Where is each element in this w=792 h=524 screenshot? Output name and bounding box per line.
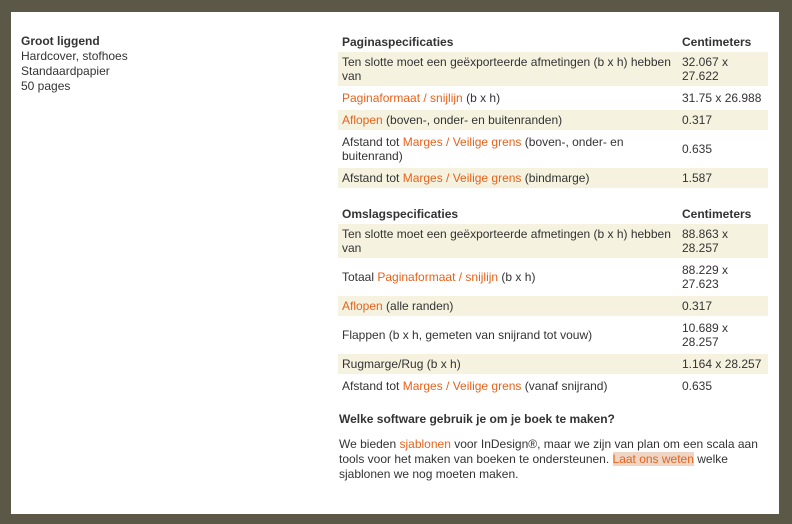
software-question: Welke software gebruik je om je boek te maken? [339, 412, 615, 426]
book-paper: Standaardpapier [21, 64, 110, 78]
safe-margin-link[interactable]: Marges / Veilige grens [402, 135, 522, 149]
spec-label-text: Rugmarge/Rug (b x h) [342, 357, 461, 371]
spec-label [338, 318, 678, 352]
bleed-link[interactable]: Aflopen [342, 299, 383, 313]
specifications [338, 32, 768, 482]
spec-label [338, 354, 678, 374]
spec-label-text: (b x h) [462, 91, 501, 105]
software-paragraph [338, 437, 774, 482]
page-specs-heading: Paginaspecificaties [342, 35, 454, 49]
spec-label-text: Ten slotte moet een geëxporteerde afmetingen (b x h) hebben van [342, 227, 671, 255]
spec-label-text: Afstand tot [342, 379, 403, 393]
book-pages: 50 pages [21, 79, 71, 93]
paragraph-text: We bieden [339, 437, 400, 451]
spec-label-text: Afstand tot [342, 135, 403, 149]
table-row [338, 88, 768, 108]
templates-link[interactable]: sjablonen [399, 437, 451, 451]
book-binding: Hardcover, stofhoes [21, 49, 128, 63]
spec-value: 0.635 [682, 379, 713, 393]
spec-label-text: (vanaf snijrand) [521, 379, 608, 393]
spec-value: 1.587 [678, 168, 768, 188]
spec-value: 88.863 x 28.257 [678, 224, 768, 258]
book-format-title: Groot liggend [21, 34, 100, 48]
spec-label [338, 168, 678, 188]
trim-size-link[interactable]: Paginaformaat / snijlijn [342, 91, 463, 105]
book-info [21, 34, 128, 94]
table-row [338, 110, 768, 130]
table-row [338, 52, 768, 86]
table-row [338, 318, 768, 352]
table-row [338, 260, 768, 294]
spec-label-text: (b x h) [498, 270, 536, 284]
spec-label-text: (bindmarge) [521, 171, 590, 185]
spec-value: 10.689 x 28.257 [682, 321, 729, 349]
spec-label [338, 260, 678, 294]
spec-value: 0.317 [678, 296, 768, 316]
trim-size-link[interactable]: Paginaformaat / snijlijn [377, 270, 499, 284]
bleed-link[interactable]: Aflopen [342, 113, 383, 127]
table-row [338, 224, 768, 258]
page-specs-table [338, 32, 768, 188]
table-row [338, 376, 768, 396]
table-row [338, 132, 768, 166]
content-panel [11, 12, 779, 514]
spec-label [338, 110, 678, 130]
spec-label-text: (boven-, onder- en buitenranden) [382, 113, 563, 127]
safe-margin-link[interactable]: Marges / Veilige grens [402, 379, 522, 393]
spec-label-text: Totaal [342, 270, 378, 284]
spec-value: 0.635 [682, 142, 713, 156]
spec-label [338, 376, 678, 396]
spec-value: 0.317 [678, 110, 768, 130]
page-specs-unit-heading: Centimeters [682, 35, 752, 49]
paragraph-text: welke sjablonen we nog moeten maken. [339, 452, 728, 481]
spec-label [338, 132, 678, 166]
spec-label-text: Flappen (b x h, gemeten van snijrand tot vouw) [342, 328, 593, 342]
spec-label [338, 296, 678, 316]
cover-specs-unit-heading: Centimeters [682, 207, 752, 221]
table-row [338, 168, 768, 188]
cover-specs-table [338, 204, 768, 396]
let-us-know-link[interactable]: Laat ons weten [612, 452, 694, 466]
paragraph-text: voor InDesign®, maar we zijn van plan om een scala aan tools voor het maken van boeken te ondersteunen. [339, 437, 758, 466]
cover-specs-heading: Omslagspecificaties [342, 207, 459, 221]
spec-label-text: (alle randen) [382, 299, 454, 313]
spec-label [338, 52, 678, 86]
spec-label-text: Afstand tot [342, 171, 403, 185]
spec-label-text: (boven-, onder- en buitenrand) [342, 135, 624, 163]
safe-margin-link[interactable]: Marges / Veilige grens [402, 171, 522, 185]
spec-value: 31.75 x 26.988 [682, 91, 762, 105]
spec-label-text: Ten slotte moet een geëxporteerde afmetingen (b x h) hebben van [342, 55, 671, 83]
table-row [338, 354, 768, 374]
spec-value: 32.067 x 27.622 [678, 52, 768, 86]
spec-value: 88.229 x 27.623 [682, 263, 729, 291]
spec-label [338, 224, 678, 258]
spec-label [338, 88, 678, 108]
table-row [338, 296, 768, 316]
spec-value: 1.164 x 28.257 [678, 354, 768, 374]
